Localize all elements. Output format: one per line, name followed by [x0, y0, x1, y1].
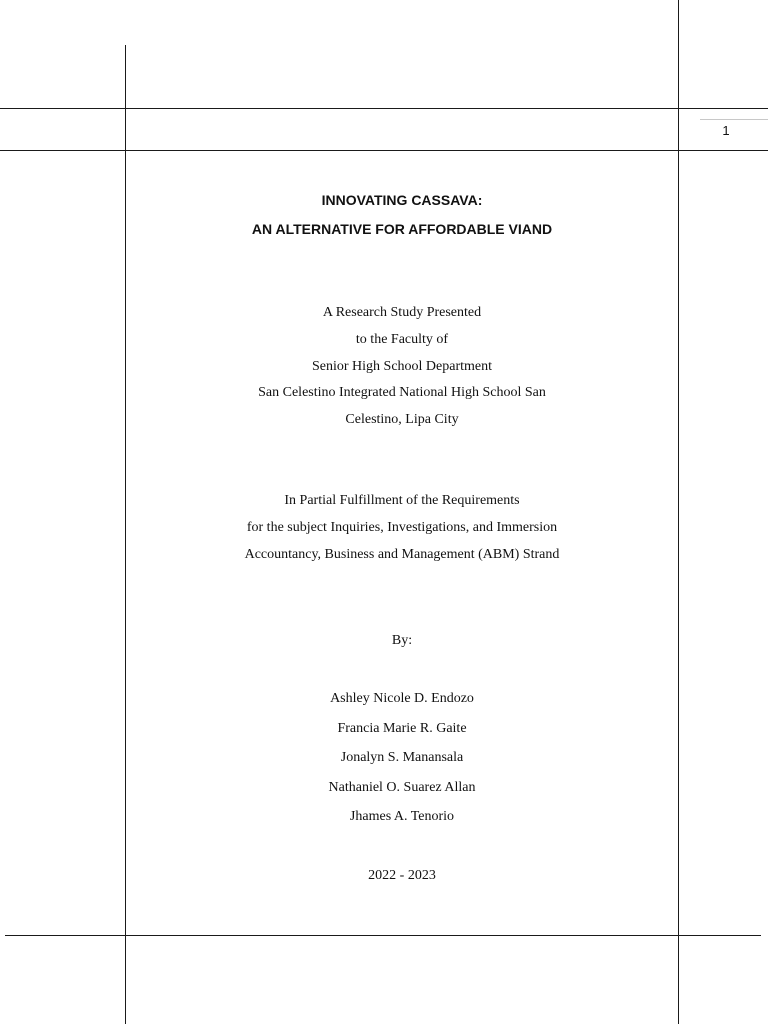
presented-line: Celestino, Lipa City: [345, 412, 459, 428]
school-year: 2022 - 2023: [368, 868, 436, 883]
author-name: Ashley Nicole D. Endozo: [330, 691, 474, 706]
page-number-box-line: [700, 119, 768, 120]
presented-block: [126, 300, 678, 434]
presented-line: Senior High School Department: [311, 358, 493, 374]
author-name: Francia Marie R. Gaite: [337, 720, 467, 736]
fulfillment-line: Accountancy, Business and Management (ABM) Strand: [244, 547, 560, 562]
presented-line: A Research Study Presented: [322, 305, 482, 320]
school-year-block: [126, 862, 678, 890]
title-line-1: INNOVATING CASSAVA:: [321, 192, 483, 208]
author-name: Nathaniel O. Suarez Allan: [328, 779, 476, 795]
right-margin-line: [678, 0, 679, 1024]
header-top-line: [0, 108, 768, 109]
by-label: By:: [391, 633, 413, 648]
author-name: Jhames A. Tenorio: [349, 809, 455, 824]
fulfillment-block: [126, 487, 678, 568]
title-block: [126, 186, 678, 244]
authors-block: [126, 684, 678, 832]
author-name: Jonalyn S. Manansala: [340, 750, 464, 765]
page-number: 1: [722, 123, 730, 138]
header-bottom-line: [0, 150, 768, 151]
presented-line: to the Faculty of: [355, 331, 449, 347]
fulfillment-line: for the subject Inquiries, Investigations, and Immersion: [246, 520, 558, 535]
by-block: [126, 627, 678, 655]
footer-line: [5, 935, 761, 936]
title-line-2: AN ALTERNATIVE FOR AFFORDABLE VIAND: [251, 221, 553, 237]
presented-line: San Celestino Integrated National High School San: [258, 385, 546, 401]
fulfillment-line: In Partial Fulfillment of the Requirements: [284, 493, 520, 508]
